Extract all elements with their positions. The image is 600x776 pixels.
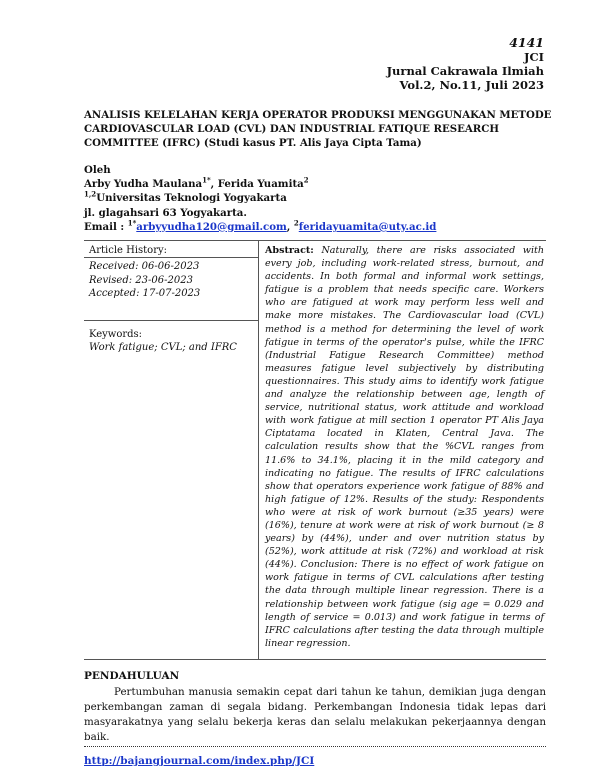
keywords xyxy=(89,328,254,355)
address: jl. glagahsari 63 Yogyakarta. xyxy=(84,206,247,219)
article-history xyxy=(89,244,254,300)
page-number: 4141 xyxy=(509,35,544,50)
section-heading: PENDAHULUAN xyxy=(84,670,180,682)
accepted-date: Accepted: 17-07-2023 xyxy=(89,287,201,299)
abstract-table xyxy=(84,240,546,660)
email-line: Email : $^{1*}$arbyyudha120@gmail.com, $^2$feridayuamita@uty.ac.id xyxy=(84,218,437,233)
abstract-label: Abstract: xyxy=(265,245,314,256)
journal-name: Jurnal Cakrawala Ilmiah xyxy=(386,64,544,78)
footer-divider xyxy=(84,746,546,747)
author-names: Arby Yudha Maulana$^{1*}$, Ferida Yuamita$^2$ xyxy=(84,175,309,191)
author-1: Arby Yudha Maulana xyxy=(84,178,203,191)
revised-date: Revised: 23-06-2023 xyxy=(89,274,193,286)
author-2: Ferida Yuamita xyxy=(217,178,304,191)
oleh-label: Oleh xyxy=(84,164,111,176)
table-divider xyxy=(258,240,259,660)
history-label: Article History: xyxy=(89,245,168,256)
email-link-1[interactable]: arbyyudha120@gmail.com xyxy=(136,220,287,233)
table-bottom-rule xyxy=(84,659,546,660)
keywords-rule xyxy=(84,320,258,321)
journal-header xyxy=(387,36,544,92)
intro-paragraph: Pertumbuhan manusia semakin cepat dari tahun ke tahun, demikian juga dengan perkembangan zaman di segala bidang. Perkembangan Indonesia tidak lepas dari masyarakatnya yang selalu bekerja keras dan selalu melakukan pekerjaannya dengan baik. xyxy=(84,686,546,743)
table-top-rule xyxy=(84,240,546,241)
journal-url-link[interactable]: http://bajangjournal.com/index.php/JCI xyxy=(84,755,315,767)
journal-abbr: JCI xyxy=(524,50,544,64)
keywords-label: Keywords: xyxy=(89,329,143,340)
email-link-2[interactable]: feridayuamita@uty.ac.id xyxy=(298,220,437,233)
journal-issue: Vol.2, No.11, Juli 2023 xyxy=(399,78,544,92)
author-block xyxy=(84,163,554,234)
abstract-text: Naturally, there are risks associated with every job, including work-related stress, burnout, and accidents. In both formal and informal work settings, fatigue is a problem that needs specific care. Workers who are fatigued at work may perform less well and make more mistakes. The Cardiovascular load (CVL) method is a method for determining the level of work fatigue in terms of the operator's pulse, while the IFRC (Industrial Fatigue Research Committee) method measures fatigue level subjectively by distributing questionnaires. This study aims to identify work fatigue and analyze the relationship between age, length of service, nutritional status, work attitude and workload with work fatigue at mill section 1 operator PT Alis Jaya Ciptatama located in Klaten, Central Java. The calculation results show that the %CVL ranges from 11.6% to 34.1%, placing it in the mild category and indicating no fatigue. The results of IFRC calculations show that operators experience work fatigue of 88% and high fatigue of 12%. Results of the study: Respondents who were at risk of work burnout (≥35 years) were (16%), tenure at work were at risk of work burnout (≥ 8 years) by (44%), under and over nutrition status by (52%), work attitude at risk (72%) and workload at risk (44%). Conclusion: There is no effect of work fatigue on work fatigue in terms of CVL calculations after testing the data through multiple linear regression. There is a relationship between work fatigue (sig age = 0.029 and length of service = 0.013) and work fatigue in terms of IFRC calculations after testing the data through multiple linear regression. xyxy=(265,245,544,649)
received-date: Received: 06-06-2023 xyxy=(89,261,200,273)
paper-title: ANALISIS KELELAHAN KERJA OPERATOR PRODUKSI MENGGUNAKAN METODE CARDIOVASCULAR LOAD (CVL) DAN INDUSTRIAL FATIQUE RESEARCH COMMITTEE (IFRC) (Studi kasus PT. Alis Jaya Cipta Tama) xyxy=(84,109,552,150)
affiliation: $^{1,2}$Universitas Teknologi Yogyakarta xyxy=(84,190,287,205)
abstract xyxy=(265,244,544,650)
keywords-value: Work fatigue; CVL; and IFRC xyxy=(89,342,237,354)
